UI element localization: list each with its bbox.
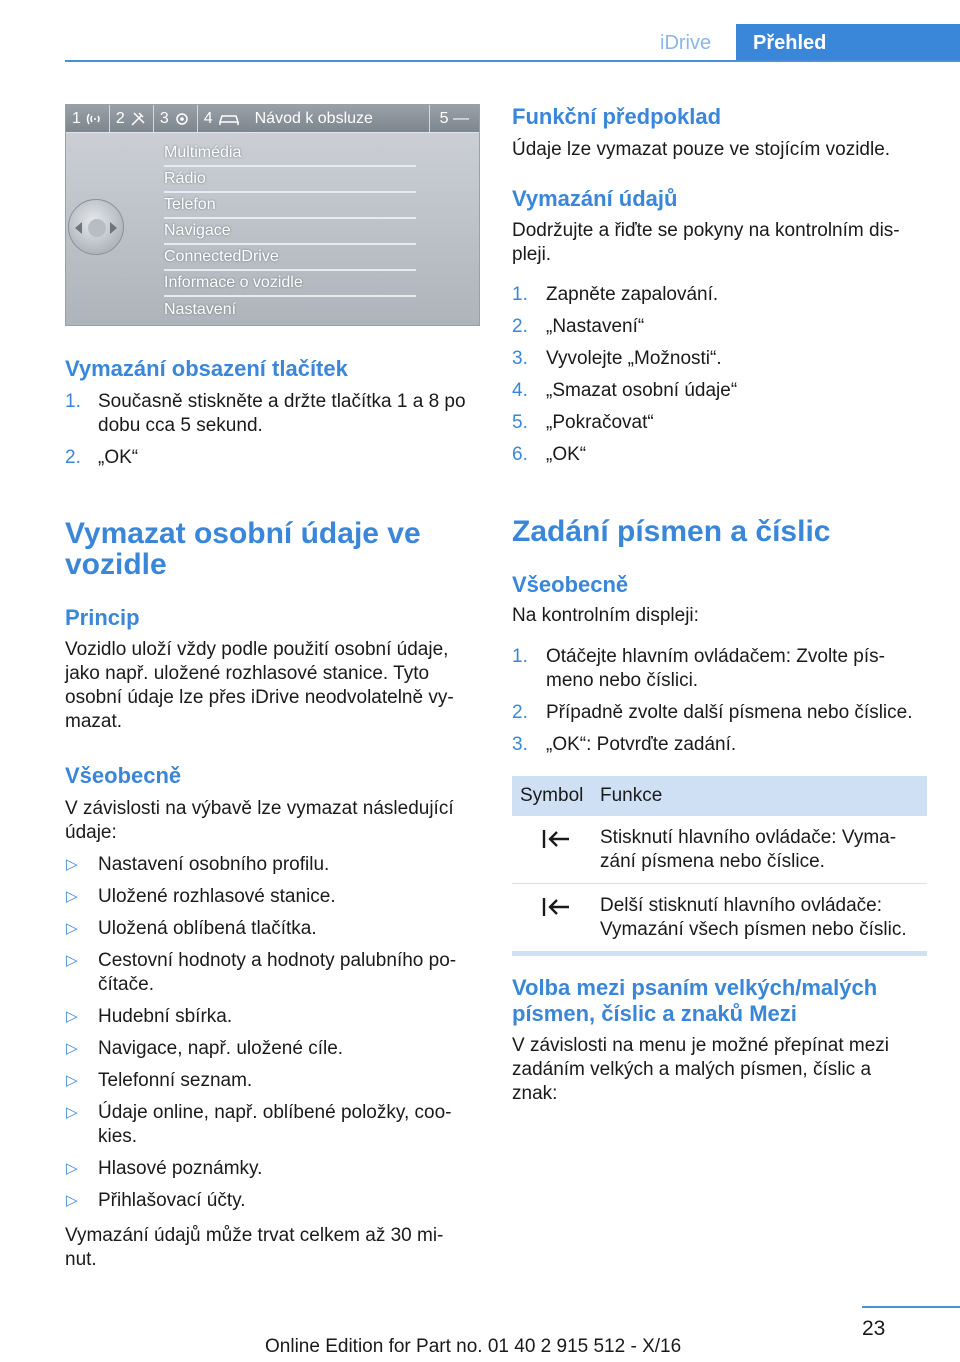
step-text: Otáčejte hlavním ovládačem: Zvolte pís-: [546, 646, 885, 667]
triangle-bullet-icon: ▷: [66, 1104, 78, 1121]
heading-delete-personal: [65, 518, 421, 580]
list-item: [512, 379, 932, 403]
table-bottom-rule: [512, 951, 927, 956]
text-line: znak:: [512, 1083, 558, 1104]
step-text: meno nebo číslici.: [546, 670, 699, 691]
idrive-tab-5: [429, 105, 479, 132]
bullet-text: Přihlašovací účty.: [98, 1190, 246, 1211]
bullet-text: Hlasové poznámky.: [98, 1158, 263, 1179]
text-line: zadáním velkých a malých písmen, číslic a: [512, 1059, 872, 1080]
step-number: 2.: [65, 447, 81, 468]
list-item: [65, 885, 485, 909]
list-item: [65, 1037, 485, 1061]
triangle-bullet-icon: ▷: [66, 888, 78, 905]
bullet-text: Hudební sbírka.: [98, 1006, 233, 1027]
closing-paragraph: [65, 1224, 485, 1272]
switch-paragraph: [512, 1034, 932, 1106]
idrive-tab-2-label: 2: [115, 109, 125, 127]
bullet-text: Cestovní hodnoty a hodnoty palubního po-: [98, 950, 457, 971]
step-text: dobu cca 5 sekund.: [98, 415, 263, 436]
triangle-bullet-icon: ▷: [66, 1192, 78, 1209]
prerequisite-text: Údaje lze vymazat pouze ve stojícím vozidle.: [512, 139, 891, 160]
text-line: Vymazání údajů může trvat celkem až 30 mi-: [65, 1225, 444, 1246]
header-section-label: iDrive: [660, 32, 712, 54]
heading-line: písmen, číslic a znaků Mezi: [512, 1001, 797, 1026]
list-item: [512, 645, 932, 693]
step-number: 4.: [512, 380, 528, 401]
text-line: V závislosti na menu je možné přepínat mezi: [512, 1035, 890, 1056]
text-line: Stisknutí hlavního ovládače: Vyma-: [600, 827, 897, 848]
idrive-tab-2: [110, 105, 154, 132]
heading-line: Vymazat osobní údaje ve: [65, 517, 421, 550]
step-number: 2.: [512, 316, 528, 337]
step-number: 3.: [512, 348, 528, 369]
list-item: [65, 949, 485, 997]
principle-paragraph: [65, 638, 485, 734]
text-line: nut.: [65, 1249, 97, 1270]
voice-icon: [85, 110, 103, 128]
page-number: 23: [862, 1317, 886, 1340]
idrive-menu-item: Navigace: [164, 219, 416, 245]
dash-icon: —: [453, 109, 469, 127]
step-text: Současně stiskněte a držte tlačítka 1 a 8 po: [98, 391, 466, 412]
list-item: [512, 411, 932, 435]
list-item: [65, 1157, 485, 1181]
symbol-table: [512, 776, 927, 956]
triangle-bullet-icon: ▷: [66, 1008, 78, 1025]
triangle-bullet-icon: ▷: [66, 952, 78, 969]
step-text: „Pokračovat“: [546, 412, 654, 433]
step-number: 1.: [512, 284, 528, 305]
idrive-tab-5-label: 5: [439, 109, 449, 127]
list-item: [65, 1189, 485, 1213]
step-text: „OK“: [546, 444, 587, 465]
list-item: [512, 347, 932, 371]
heading-prerequisite: Funkční předpoklad: [512, 104, 722, 129]
text-line: pleji.: [512, 244, 552, 265]
text-line: údaje:: [65, 822, 117, 843]
idrive-menu-item: Informace o vozidle: [164, 271, 416, 297]
bullet-text: Navigace, např. uložené cíle.: [98, 1038, 344, 1059]
idrive-menu-item: Multimédia: [164, 141, 416, 167]
controller-right-arrow-icon: [110, 222, 117, 234]
heading-line: vozidle: [65, 548, 167, 581]
list-item: [512, 733, 932, 757]
delete-steps: [512, 283, 932, 467]
table-header-cell: Symbol: [520, 785, 584, 806]
step-text: „Nastavení“: [546, 316, 645, 337]
triangle-bullet-icon: ▷: [66, 1160, 78, 1177]
heading-line: Volba mezi psaním velkých/malých: [512, 975, 878, 1000]
step-number: 3.: [512, 734, 528, 755]
list-item: [65, 853, 485, 877]
bullet-text: Uložená oblíbená tlačítka.: [98, 918, 317, 939]
table-cell-symbol: [512, 894, 600, 942]
text-line: Vymazání všech písmen nebo číslic.: [600, 919, 907, 940]
list-item: [512, 443, 932, 467]
list-item: [512, 315, 932, 339]
step-text: Vyvolejte „Možnosti“.: [546, 348, 722, 369]
footer-edition: Online Edition for Part no. 01 40 2 915 512 - X/16: [265, 1336, 682, 1357]
heading-switch: [512, 975, 877, 1027]
idrive-tab-3: [154, 105, 198, 132]
general-paragraph: [65, 797, 485, 845]
heading-principle: Princip: [65, 605, 140, 630]
list-item: [512, 701, 932, 725]
idrive-tab-1-label: 1: [72, 109, 81, 127]
step-number: 1.: [512, 646, 528, 667]
bullet-text: Nastavení osobního profilu.: [98, 854, 330, 875]
backspace-arrow-icon: [541, 896, 571, 918]
step-text: „OK“: Potvrďte zadání.: [546, 734, 737, 755]
bullet-text: čítače.: [98, 974, 154, 995]
list-item: [65, 1005, 485, 1029]
step-text: „Smazat osobní údaje“: [546, 380, 738, 401]
step-number: 2.: [512, 702, 528, 723]
idrive-menu: [164, 141, 416, 323]
step-text: Zapněte zapalování.: [546, 284, 719, 305]
page-number-rule: [862, 1306, 960, 1308]
text-line: Vozidlo uloží vždy podle použití osobní údaje,: [65, 639, 449, 660]
idrive-tab-4-label: 4: [203, 109, 213, 127]
table-cell-symbol: [512, 826, 600, 874]
step-text: „OK“: [98, 447, 139, 468]
text-line: Dodržujte a řiďte se pokyny na kontrolním dis-: [512, 220, 900, 241]
text-line: V závislosti na výbavě lze vymazat následující: [65, 798, 454, 819]
backspace-arrow-icon: [541, 828, 571, 850]
triangle-bullet-icon: ▷: [66, 1072, 78, 1089]
triangle-bullet-icon: ▷: [66, 1040, 78, 1057]
heading-entry: Zadání písmen a číslic: [512, 515, 831, 548]
idrive-menu-item: Rádio: [164, 167, 416, 193]
deleting-paragraph: [512, 219, 932, 267]
entry-steps: [512, 645, 932, 757]
text-line: zání písmena nebo číslice.: [600, 851, 825, 872]
header-tab: Přehled: [736, 24, 960, 62]
idrive-menu-item: Nastavení: [164, 301, 237, 318]
triangle-bullet-icon: ▷: [66, 856, 78, 873]
idrive-menu-item: Telefon: [164, 193, 416, 219]
table-row: [512, 816, 927, 884]
list-item: [512, 283, 932, 307]
heading-general-left: Všeobecně: [65, 763, 182, 788]
list-item: [65, 390, 485, 446]
list-item: [65, 446, 485, 470]
step-number: 6.: [512, 444, 528, 465]
deletable-data-list: [65, 853, 485, 1213]
list-item: [65, 1101, 485, 1149]
list-item: [65, 917, 485, 941]
table-header-cell: Funkce: [600, 785, 663, 806]
idrive-menu-item: ConnectedDrive: [164, 245, 416, 271]
list-item: [65, 1069, 485, 1093]
car-icon: [217, 110, 241, 128]
tools-icon: [129, 110, 147, 128]
heading-deleting: Vymazání údajů: [512, 186, 678, 211]
triangle-bullet-icon: ▷: [66, 920, 78, 937]
idrive-tab-4: [198, 105, 247, 132]
table-row: [512, 884, 927, 951]
heading-clear-buttons: Vymazání obsazení tlačítek: [65, 356, 348, 381]
general-right-text: Na kontrolním displeji:: [512, 605, 699, 626]
table-header: [512, 776, 927, 816]
idrive-tab-1: [66, 105, 110, 132]
step-number: 1.: [65, 391, 81, 412]
step-text: Případně zvolte další písmena nebo číslice.: [546, 702, 913, 723]
idrive-tab-3-label: 3: [159, 109, 169, 127]
bullet-text: Telefonní seznam.: [98, 1070, 253, 1091]
text-line: jako např. uložené rozhlasové stanice. Tyto: [65, 663, 430, 684]
controller-icon: [68, 199, 124, 255]
idrive-screenshot: [65, 104, 480, 326]
step-number: 5.: [512, 412, 528, 433]
clear-buttons-steps: [65, 390, 485, 470]
idrive-top-bar: [66, 105, 479, 133]
controller-left-arrow-icon: [75, 222, 82, 234]
gear-icon: [173, 110, 191, 128]
text-line: osobní údaje lze přes iDrive neodvolatelně vy-: [65, 687, 454, 708]
heading-general-right: Všeobecně: [512, 572, 629, 597]
table-cell-function: [600, 826, 927, 874]
bullet-text: Uložené rozhlasové stanice.: [98, 886, 336, 907]
header-rule: [65, 60, 960, 62]
text-line: Delší stisknutí hlavního ovládače:: [600, 895, 882, 916]
table-cell-function: [600, 894, 927, 942]
text-line: mazat.: [65, 711, 123, 732]
bullet-text: Údaje online, např. oblíbené položky, coo-: [98, 1102, 452, 1123]
idrive-title: Návod k obsluze: [254, 109, 373, 127]
bullet-text: kies.: [98, 1126, 138, 1147]
